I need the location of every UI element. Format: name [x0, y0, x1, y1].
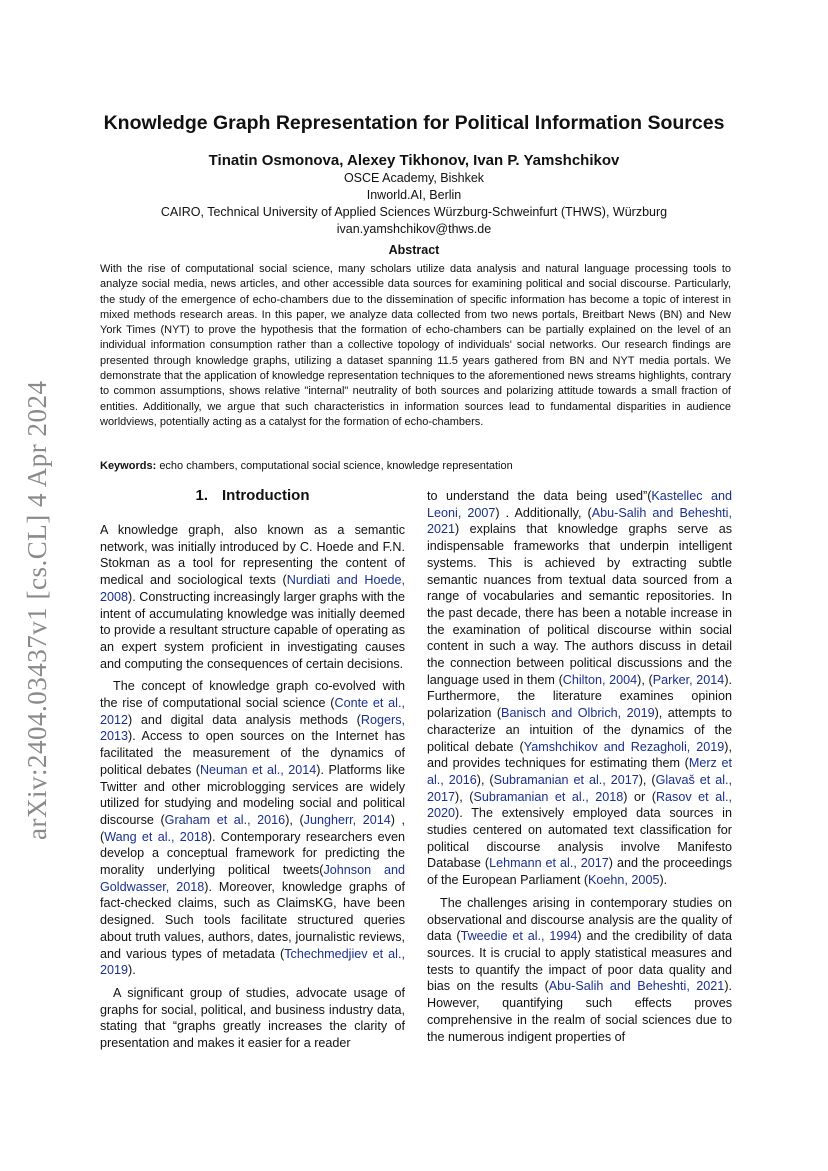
body-text: ). Access to open sources on the Internet has facilitated the measurement of the dynamics of political debates ( [100, 729, 405, 777]
body-text: ), ( [638, 772, 656, 787]
body-text: ). Constructing increasingly larger graphs with the intent of accumulating knowledge was initially deemed to provide a resultant structure capable of operating as an expert system proficient in investigating causes and computing the consequences of certain decisions. [100, 589, 405, 671]
body-text: to understand the data being used”( [427, 489, 652, 503]
body-text: ). Platforms like Twitter and other microblogging services are widely utilized for studying and modeling social and political discourse ( [100, 762, 405, 827]
body-text: ). However, quantifying such effects proves comprehensive in the realm of social sciences due to the numerous indigent properties of [427, 979, 733, 1044]
paragraph [427, 488, 732, 889]
keywords-label: Keywords: [100, 460, 157, 472]
citation-link[interactable]: Rogers, 2013 [100, 712, 405, 744]
citation-link[interactable]: Conte et al., 2012 [100, 696, 405, 727]
abstract-heading: Abstract [388, 243, 440, 257]
citation-link[interactable]: Lehmann et al., 2017 [489, 856, 609, 871]
citation-link[interactable]: Glavaš et al., 2017 [427, 772, 732, 804]
section-heading-introduction [100, 487, 405, 504]
paragraph [100, 678, 405, 979]
section-title: Introduction [222, 487, 310, 504]
citation-link[interactable]: Wang et al., 2018 [104, 829, 208, 844]
citation-link[interactable]: Tchechmedjiev et al., 2019 [100, 946, 405, 978]
citation-link[interactable]: Tweedie et al., 1994 [460, 929, 578, 944]
body-text: ) . Additionally, ( [495, 505, 592, 520]
keywords-text: echo chambers, computational social science, knowledge representation [159, 460, 513, 472]
body-text: ) and the credibility of data sources. It is crucial to apply statistical measures and tests to quantify the impact of poor data quality and bias on the results ( [427, 929, 732, 994]
body-text: ), ( [285, 812, 304, 827]
citation-link[interactable]: Koehn, 2005 [588, 873, 660, 888]
body-text: ), ( [637, 672, 653, 687]
body-text: ) and the proceedings of the European Parliament ( [427, 856, 733, 888]
body-text: The concept of knowledge graph co-evolved with the rise of computational social science ( [100, 679, 405, 711]
citation-link[interactable]: Abu-Salih and Beheshti, 2021 [427, 505, 732, 537]
citation-link[interactable]: Abu-Salih and Beheshti, 2021 [548, 979, 725, 994]
body-text: ). [128, 963, 136, 978]
citation-link[interactable]: Yamshchikov and Rezagholi, 2019 [523, 739, 725, 754]
right-column [427, 488, 732, 1051]
body-text: ), ( [455, 789, 474, 804]
body-text: ), ( [476, 772, 494, 787]
body-text: ) explains that knowledge graphs serve as indispensable frameworks that underpin intelligent systems. This is achieved by extracting subtle semantic nuances from textual data sourced from a range of vocabularies and semantic repositories. In the past decade, there has been a notable increase in the examination of political discourse within social content in such a way. The authors discuss in detail the connection between political discussions and the language used in them ( [427, 522, 732, 687]
contact-email: ivan.yamshchikov@thws.de [336, 222, 492, 236]
body-text: A knowledge graph, also known as a semantic network, was initially introduced by C. Hoede and F.N. Stokman as a tool for representing the content of medical and sociological texts ( [100, 523, 405, 588]
section-number: 1. [195, 487, 209, 504]
paragraph [100, 522, 405, 672]
left-column [100, 522, 405, 1058]
citation-link[interactable]: Nurdiati and Hoede, 2008 [100, 573, 406, 604]
body-text: ). [659, 873, 668, 888]
citation-link[interactable]: Kastellec and Leoni, 2007 [427, 489, 732, 520]
paragraph [100, 985, 405, 1052]
body-text: ). The extensively employed data sources in studies centered on automated text classification for political discourse analysis involve Manifesto Database ( [427, 806, 732, 871]
citation-link[interactable]: Banisch and Olbrich, 2019 [501, 706, 655, 721]
citation-link[interactable]: Neuman et al., 2014 [199, 762, 317, 777]
citation-link[interactable]: Merz et al., 2016 [427, 756, 732, 787]
abstract-text: With the rise of computational social science, many scholars utilize data analysis and natural language processing tools to analyze social media, news articles, and other accessible data sources for examining political and social discourse. Particularly, the study of the emergence of echo-chambers due to the dissemination of specific information has become a topic of interest in mixed methods research areas. In this paper, we analyze data collected from two news portals, Breitbart News (BN) and New York Times (NYT) to prove the hypothesis that the formation of echo-chambers can be partially explained on the level of an individual information consumption rather than a collective topology of individuals' social networks. Our research findings are presented through knowledge graphs, utilizing a dataset spanning 11.5 years gathered from BN and NYT media portals. We demonstrate that the application of knowledge representation techniques to the aforementioned news streams highlights, contrary to common assumptions, shows relative "internal" neutrality of both sources and polarizing attitude towards a small fraction of entities. Additionally, we argue that such characteristics in information sources lead to fundamental disparities in audience worldviews, potentially acting as a catalyst for the formation of echo-chambers. [100, 263, 731, 428]
paragraph [427, 895, 732, 1045]
citation-link[interactable]: Jungherr, 2014 [303, 812, 391, 827]
citation-link[interactable]: Subramanian et al., 2017 [493, 772, 639, 787]
citation-link[interactable]: Subramanian et al., 2018 [473, 789, 624, 804]
body-text: The challenges arising in contemporary studies on observational and discourse analysis are the quality of data ( [427, 895, 732, 944]
body-text: ) or ( [623, 789, 656, 804]
citation-link[interactable]: Johnson and Goldwasser, 2018 [100, 863, 405, 894]
affiliation-1: OSCE Academy, Bishkek [343, 171, 485, 185]
citation-link[interactable]: Rasov et al., 2020 [427, 789, 732, 821]
affiliation-3: CAIRO, Technical University of Applied Sciences Würzburg-Schweinfurt (THWS), Würzburg [160, 205, 668, 219]
body-text: ) , ( [100, 812, 405, 844]
body-text: ). Furthermore, the literature examines opinion polarization ( [427, 672, 733, 721]
body-text: ), attempts to characterize an intuition of the dynamics of the political debate ( [427, 706, 732, 754]
author-list: Tinatin Osmonova, Alexey Tikhonov, Ivan P. Yamshchikov [208, 152, 620, 169]
arxiv-identifier: arXiv:2404.03437v1 [cs.CL] 4 Apr 2024 [22, 380, 52, 840]
body-text: ). Contemporary researchers even develop a conceptual framework for predicting the morality underlying political tweets( [100, 829, 405, 878]
body-text: ) and digital data analysis methods ( [128, 712, 361, 727]
keywords-line [100, 460, 731, 472]
paper-title: Knowledge Graph Representation for Political Information Sources [103, 112, 725, 134]
citation-link[interactable]: Chilton, 2004 [562, 672, 638, 687]
affiliation-2: Inworld.AI, Berlin [366, 188, 462, 202]
citation-link[interactable]: Graham et al., 2016 [164, 812, 286, 827]
citation-link[interactable]: Parker, 2014 [652, 672, 725, 687]
body-text: ), and provides techniques for estimating them ( [427, 739, 732, 771]
body-text: ). Moreover, knowledge graphs of fact-checked claims, such as ClaimsKG, have been designed. Such tools facilitate structured queries about truth values, authors, dates, journalistic reviews, and various types of metadata ( [100, 879, 405, 961]
body-text: A significant group of studies, advocate usage of graphs for social, political, and business industry data, stating that “graphs greatly increases the clarity of presentation and makes it easier for a reader [100, 985, 405, 1051]
